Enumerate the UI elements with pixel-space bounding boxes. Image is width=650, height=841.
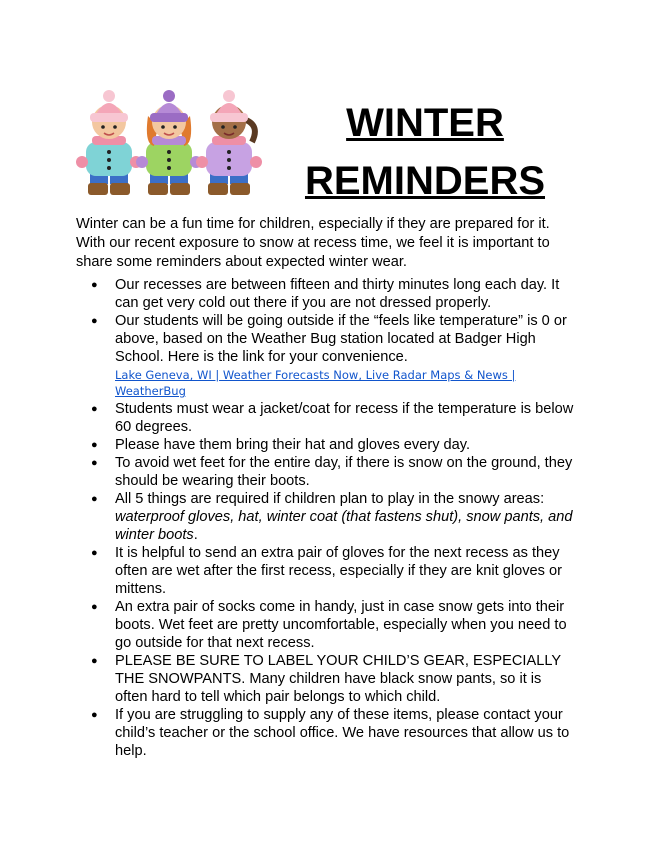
- list-item-period: .: [193, 527, 198, 543]
- list-item-text: An extra pair of socks come in handy, just in case snow gets into their boots. Wet feet are pretty uncomfortable, especially when you need to go outside for that next recess.: [115, 599, 567, 651]
- list-item: [76, 652, 576, 706]
- title-line-2: REMINDERS: [304, 159, 546, 203]
- weatherbug-link[interactable]: [115, 367, 515, 399]
- list-item: [76, 544, 576, 598]
- intro-paragraph: Winter can be a fun time for children, especially if they are prepared for it. With our recent exposure to snow at recess time, we feel it is important to share some reminders about expected winter wear.: [76, 216, 550, 270]
- list-item-text: Our recesses are between fifteen and thirty minutes long each day. It can get very cold out there if you are not dressed properly.: [115, 277, 560, 311]
- list-item: [76, 276, 576, 312]
- child-pink-hat-figure-2: [196, 90, 262, 195]
- list-item: [76, 598, 576, 652]
- list-item: [76, 436, 576, 454]
- list-item-text: PLEASE BE SURE TO LABEL YOUR CHILD’S GEAR, ESPECIALLY THE SNOWPANTS. Many children have black snow pants, so it is often hard to tell which pair belongs to which child.: [115, 653, 561, 705]
- list-item-text: To avoid wet feet for the entire day, if there is snow on the ground, they should be wearing their boots.: [115, 455, 573, 489]
- list-item-text: It is helpful to send an extra pair of gloves for the next recess as they often are wet after the first recess, especially if they are knit gloves or mittens.: [115, 545, 562, 597]
- link-line-2: WeatherBug: [115, 384, 186, 398]
- list-item: [76, 454, 576, 490]
- title-line-1: WINTER: [346, 101, 504, 145]
- list-item-text: If you are struggling to supply any of these items, please contact your child’s teacher or the school office. We have resources that allow us to help.: [115, 707, 570, 759]
- list-item-text: Students must wear a jacket/coat for recess if the temperature is below 60 degrees.: [115, 401, 574, 435]
- list-item: [76, 312, 576, 400]
- reminders-list: [76, 276, 576, 760]
- winter-kids-clipart: [74, 86, 264, 198]
- child-pink-hat-figure: [76, 90, 142, 195]
- list-item-text: All 5 things are required if children plan to play in the snowy areas:: [115, 491, 545, 507]
- link-line-1: Lake Geneva, WI | Weather Forecasts Now, Live Radar Maps & News |: [115, 368, 516, 382]
- list-item-text: Please have them bring their hat and gloves every day.: [115, 437, 471, 453]
- list-item-text: Our students will be going outside if the “feels like temperature” is 0 or above, based on the Weather Bug station located at Badger High School. Here is the link for your convenience.: [115, 313, 567, 365]
- list-item: [76, 490, 576, 544]
- list-item-italic-text: waterproof gloves, hat, winter coat (that fastens shut), snow pants, and winter boots: [115, 509, 573, 543]
- list-item: [76, 706, 576, 760]
- child-purple-hat-figure: [136, 90, 202, 195]
- list-item: [76, 400, 576, 436]
